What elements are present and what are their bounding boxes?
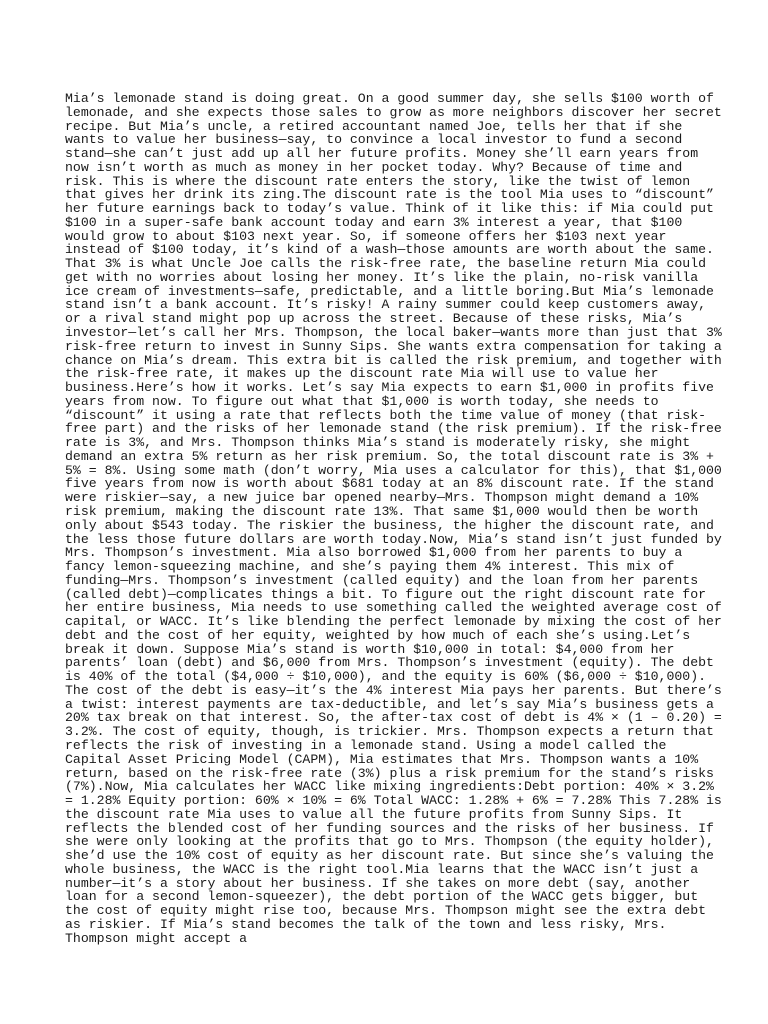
body-paragraph: Mia’s lemonade stand is doing great. On a good summer day, she sells $100 worth of lemonade, and she expects those sales to grow as more neighbors discover her secret recipe. But Mia’s uncle, a retired accountant named Joe, tells her that if she wants to value her business—say, to convince a local investor to fund a second stand—she can’t just add up all her future profits. Money she’ll earn years from now isn’t worth as much as money in her pocket today. Why? Because of time and risk. This is where the discount rate enters the story, like the twist of lemon that gives her drink its zing.The discount rate is the tool Mia uses to “discount” her future earnings back to today’s value. Think of it like this: if Mia could put $100 in a super-safe bank account today and earn 3% interest a year, that $100 would grow to about $103 next year. So, if someone offers her $103 next year instead of $100 today, it’s kind of a wash—those amounts are worth about the same. That 3% is what Uncle Joe calls the risk-free rate, the baseline return Mia could get with no worries about losing her money. It’s like the plain, no-risk vanilla ice cream of investments—safe, predictable, and a little boring.But Mia’s lemonade stand isn’t a bank account. It’s risky! A rainy summer could keep customers away, or a rival stand might pop up across the street. Because of these risks, Mia’s investor—let’s call her Mrs. Thompson, the local baker—wants more than just that 3% risk-free return to invest in Sunny Sips. She wants extra compensation for taking a chance on Mia’s dream. This extra bit is called the risk premium, and together with the risk-free rate, it makes up the discount rate Mia will use to value her business.Here’s how it works. Let’s say Mia expects to earn $1,000 in profits five years from now. To figure out what that $1,000 is worth today, she needs to “discount” it using a rate that reflects both the time value of money (that risk-free part) and the risks of her lemonade stand (the risk premium). If the risk-free rate is 3%, and Mrs. Thompson thinks Mia’s stand is moderately risky, she might demand an extra 5% return as her risk premium. So, the total discount rate is 3% + 5% = 8%. Using some math (don’t worry, Mia uses a calculator for this), that $1,000 five years from now is worth about $681 today at an 8% discount rate. If the stand were riskier—say, a new juice bar opened nearby—Mrs. Thompson might demand a 10% risk premium, making the discount rate 13%. That same $1,000 would then be worth only about $543 today. The riskier the business, the higher the discount rate, and the less those future dollars are worth today.Now, Mia’s stand isn’t just funded by Mrs. Thompson’s investment. Mia also borrowed $1,000 from her parents to buy a fancy lemon-squeezing machine, and she’s paying them 4% interest. This mix of funding—Mrs. Thompson’s investment (called equity) and the loan from her parents (called debt)—complicates things a bit. To figure out the right discount rate for her entire business, Mia needs to use something called the weighted average cost of capital, or WACC. It’s like blending the perfect lemonade by mixing the cost of her debt and the cost of her equity, weighted by how much of each she’s using.Let’s break it down. Suppose Mia’s stand is worth $10,000 in total: $4,000 from her parents’ loan (debt) and $6,000 from Mrs. Thompson’s investment (equity). The debt is 40% of the total ($4,000 ÷ $10,000), and the equity is 60% ($6,000 ÷ $10,000). The cost of the debt is easy—it’s the 4% interest Mia pays her parents. But there’s a twist: interest payments are tax-deductible, and let’s say Mia’s business gets a 20% tax break on that interest. So, the after-tax cost of debt is 4% × (1 – 0.20) = 3.2%. The cost of equity, though, is trickier. Mrs. Thompson expects a return that reflects the risk of investing in a lemonade stand. Using a model called the Capital Asset Pricing Model (CAPM), Mia estimates that Mrs. Thompson wants a 10% return, based on the risk-free rate (3%) plus a risk premium for the stand’s risks (7%).Now, Mia calculates her WACC like mixing ingredients:Debt portion: 40% × 3.2% = 1.28% Equity portion: 60% × 10% = 6% Total WACC: 1.28% + 6% = 7.28% This 7.28% is the discount rate Mia uses to value all the future profits from Sunny Sips. It reflects the blended cost of her funding sources and the risks of her business. If she were only looking at the profits that go to Mrs. Thompson (the equity holder), she’d use the 10% cost of equity as her discount rate. But since she’s valuing the whole business, the WACC is the right tool.Mia learns that the WACC isn’t just a number—it’s a story about her business. If she takes on more debt (say, another loan for a second lemon-squeezer), the debt portion of the WACC gets bigger, but the cost of equity might rise too, because Mrs. Thompson might see the extra debt as riskier. If Mia’s stand becomes the talk of the town and less risky, Mrs. Thompson might accept a (65, 91, 722, 946)
